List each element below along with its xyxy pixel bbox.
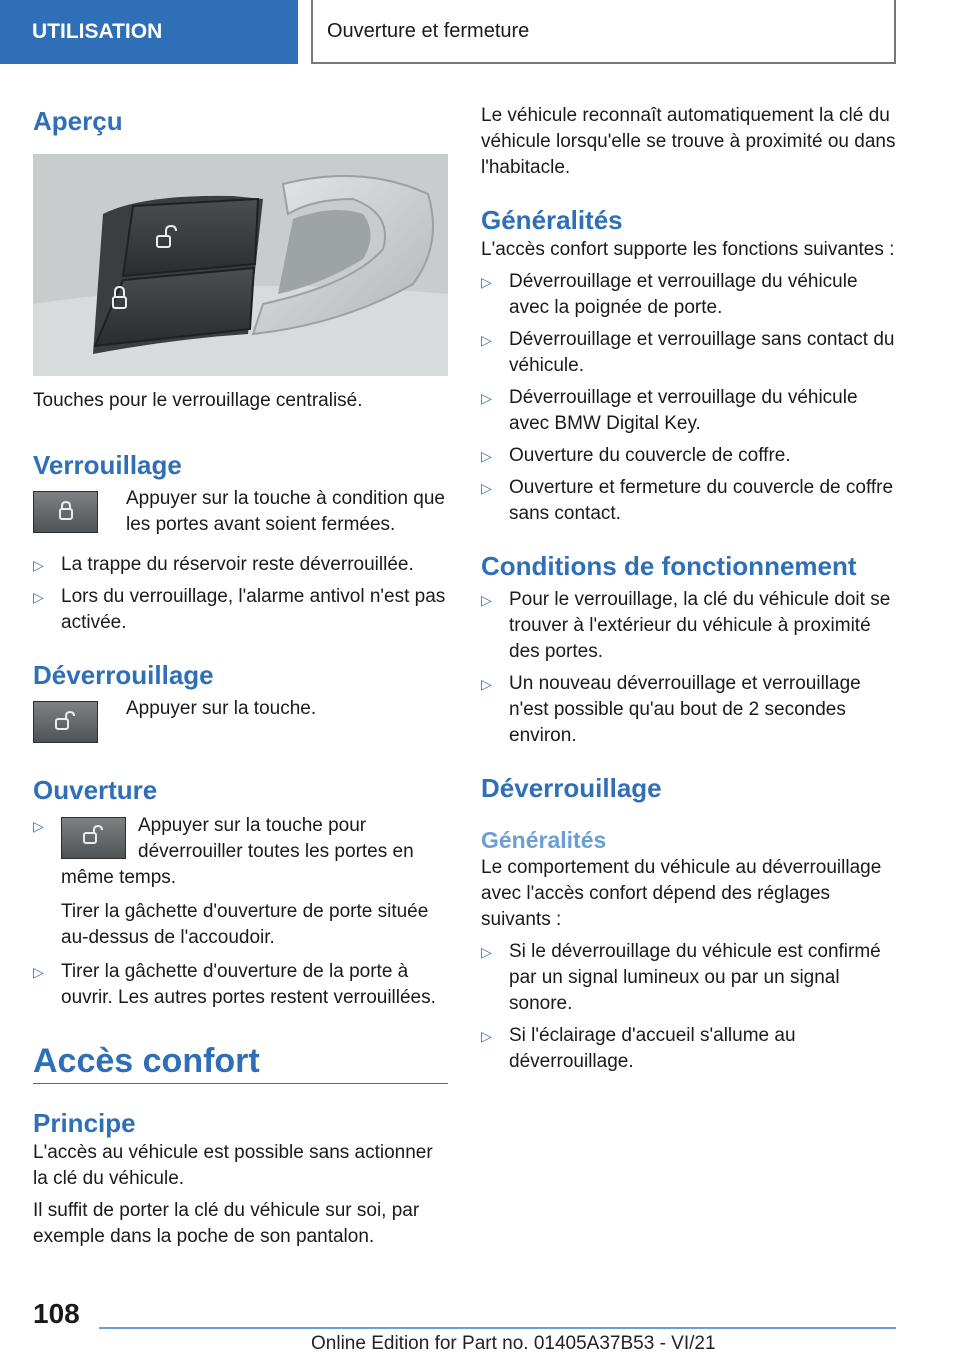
list-item xyxy=(481,671,901,749)
deverrouillage-text: Appuyer sur la touche. xyxy=(126,698,317,719)
list-item xyxy=(33,584,448,636)
left-column xyxy=(33,96,448,1250)
bullet-icon: ▷ xyxy=(33,557,44,573)
principe-p1: L'accès au véhicule est possible sans actionner la clé du véhicule. xyxy=(33,1142,433,1189)
list-item-text: Déverrouillage et verrouillage du véhicule avec la poignée de porte. xyxy=(509,271,858,318)
unlock-icon xyxy=(53,709,79,736)
right-column xyxy=(481,96,901,1075)
unlock-key-image xyxy=(33,701,98,743)
apercu-heading: Aperçu xyxy=(33,106,123,136)
bullet-icon: ▷ xyxy=(481,448,492,464)
deverrouillage-heading: Déverrouillage xyxy=(33,660,214,690)
list-item-text: Lors du verrouillage, l'alarme antivol n'est pas activée. xyxy=(61,586,446,633)
list-item-text: Un nouveau déverrouillage et verrouillage n'est possible qu'au bout de 2 secondes environ. xyxy=(509,673,861,746)
acces-confort-heading: Accès confort xyxy=(33,1042,260,1080)
list-item xyxy=(481,587,901,665)
conditions-heading: Conditions de fonctionnement xyxy=(481,551,857,581)
verrouillage-text: Appuyer sur la touche à condition que les portes avant soient fermées. xyxy=(126,488,445,535)
section-label: UTILISATION xyxy=(32,20,163,43)
list-item xyxy=(481,327,901,379)
photo-caption: Touches pour le verrouillage centralisé. xyxy=(33,390,363,411)
verrouillage-block xyxy=(33,488,448,538)
list-item xyxy=(481,269,901,321)
bullet-icon: ▷ xyxy=(481,592,492,608)
ouverture-heading: Ouverture xyxy=(33,775,158,805)
list-item xyxy=(33,959,448,1011)
lock-key-image xyxy=(33,491,98,533)
acces-heading-block xyxy=(33,1039,448,1084)
list-item-text: Si l'éclairage d'accueil s'allume au déverrouillage. xyxy=(509,1025,796,1072)
list-item-text: Pour le verrouillage, la clé du véhicule doit se trouver à l'extérieur du véhicule à proximité des portes. xyxy=(509,589,891,662)
list-item-text: Tirer la gâchette d'ouverture de la porte à ouvrir. Les autres portes restent verrouillées. xyxy=(61,961,436,1008)
bullet-icon: ▷ xyxy=(33,589,44,605)
chapter-title-text: Ouverture et fermeture xyxy=(327,19,530,42)
list-item xyxy=(33,813,448,951)
deverrouillage-right-heading: Déverrouillage xyxy=(481,773,662,803)
bullet-icon: ▷ xyxy=(33,964,44,980)
list-item xyxy=(481,939,901,1017)
principe-heading: Principe xyxy=(33,1108,136,1138)
generalites-subheading: Généralités xyxy=(481,827,607,853)
bullet-icon: ▷ xyxy=(481,676,492,692)
bullet-icon: ▷ xyxy=(33,818,44,834)
unlock-key-image xyxy=(61,817,126,859)
lock-icon xyxy=(55,499,77,526)
list-item-extra: Tirer la gâchette d'ouverture de porte située au-dessus de l'accoudoir. xyxy=(61,901,429,948)
list-item-text: Ouverture et fermeture du couvercle de coffre sans contact. xyxy=(509,477,894,524)
bullet-icon: ▷ xyxy=(481,1028,492,1044)
bullet-icon: ▷ xyxy=(481,332,492,348)
list-item-text: Ouverture du couvercle de coffre. xyxy=(509,445,791,466)
intro-text: Le véhicule reconnaît automatiquement la clé du véhicule lorsqu'elle se trouve à proximité ou dans l'habitacle. xyxy=(481,105,896,178)
list-item-text: Si le déverrouillage du véhicule est confirmé par un signal lumineux ou par un signal sonore. xyxy=(509,941,881,1014)
page-number: 108 xyxy=(33,1298,80,1329)
list-item-text: Appuyer sur la touche pour déverrouiller toutes les portes en même temps. xyxy=(61,815,414,888)
bullet-icon: ▷ xyxy=(481,480,492,496)
list-item xyxy=(481,385,901,437)
list-item-text: Déverrouillage et verrouillage du véhicule avec BMW Digital Key. xyxy=(509,387,858,434)
verrouillage-heading: Verrouillage xyxy=(33,450,182,480)
list-item-text: Déverrouillage et verrouillage sans contact du véhicule. xyxy=(509,329,895,376)
list-item xyxy=(33,552,448,578)
section-tab xyxy=(0,0,298,64)
footer-divider xyxy=(99,1327,896,1329)
list-item xyxy=(481,1023,901,1075)
deverrouillage-right-text: Le comportement du véhicule au déverrouillage avec l'accès confort dépend des réglages suivants : xyxy=(481,857,882,930)
unlock-icon xyxy=(81,823,107,853)
list-item-text: La trappe du réservoir reste déverrouillée. xyxy=(61,554,414,575)
deverrouillage-block xyxy=(33,698,448,743)
generalites-text: L'accès confort supporte les fonctions suivantes : xyxy=(481,239,895,260)
door-handle-illustration xyxy=(33,154,448,376)
door-handle-photo xyxy=(33,154,448,376)
generalites-heading: Généralités xyxy=(481,205,623,235)
list-item xyxy=(481,443,901,469)
edition-note: Online Edition for Part no. 01405A37B53 - VI/21 xyxy=(311,1333,716,1354)
bullet-icon: ▷ xyxy=(481,390,492,406)
chapter-title xyxy=(311,0,896,64)
list-item xyxy=(481,475,901,527)
principe-p2: Il suffit de porter la clé du véhicule sur soi, par exemple dans la poche de son pantalon. xyxy=(33,1200,420,1247)
bullet-icon: ▷ xyxy=(481,944,492,960)
bullet-icon: ▷ xyxy=(481,274,492,290)
